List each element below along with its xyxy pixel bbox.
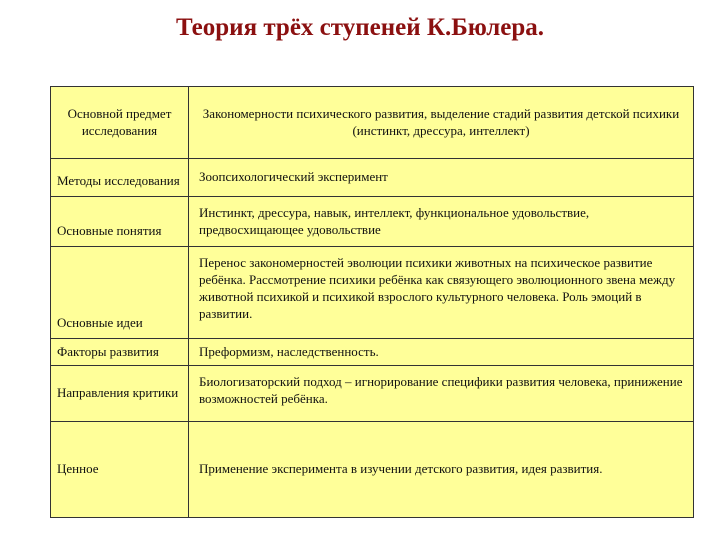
table-row: [51, 366, 694, 422]
row-label: Методы исследования: [51, 159, 189, 197]
row-value: Перенос закономерностей эволюции психики животных на психическое развитие ребёнка. Рассмотрение психики ребёнка как связующего эволюционного звена между животной психикой и психикой взрослого культурного человека. Роль эмоций в развитии.: [189, 247, 694, 339]
row-value: Преформизм, наследственность.: [189, 339, 694, 366]
row-label: Направления критики: [51, 366, 189, 422]
table-row: [51, 197, 694, 247]
row-value: Зоопсихологический эксперимент: [189, 159, 694, 197]
table-row: [51, 339, 694, 366]
table-row: [51, 247, 694, 339]
table-row: [51, 87, 694, 159]
row-value: Биологизаторский подход – игнорирование специфики развития человека, принижение возможностей ребёнка.: [189, 366, 694, 422]
row-value: Применение эксперимента в изучении детского развития, идея развития.: [189, 422, 694, 518]
table-row: [51, 159, 694, 197]
row-label: Основной предмет исследования: [51, 87, 189, 159]
bühler-theory-table: [50, 86, 694, 518]
row-label: Факторы развития: [51, 339, 189, 366]
table-row: [51, 422, 694, 518]
row-label: Основные идеи: [51, 247, 189, 339]
row-value: Закономерности психического развития, выделение стадий развития детской психики (инстинкт, дрессура, интеллект): [189, 87, 694, 159]
row-label: Основные понятия: [51, 197, 189, 247]
row-label: Ценное: [51, 422, 189, 518]
row-value: Инстинкт, дрессура, навык, интеллект, функциональное удовольствие, предвосхищающее удовольствие: [189, 197, 694, 247]
slide-title: Теория трёх ступеней К.Бюлера.: [175, 14, 545, 41]
